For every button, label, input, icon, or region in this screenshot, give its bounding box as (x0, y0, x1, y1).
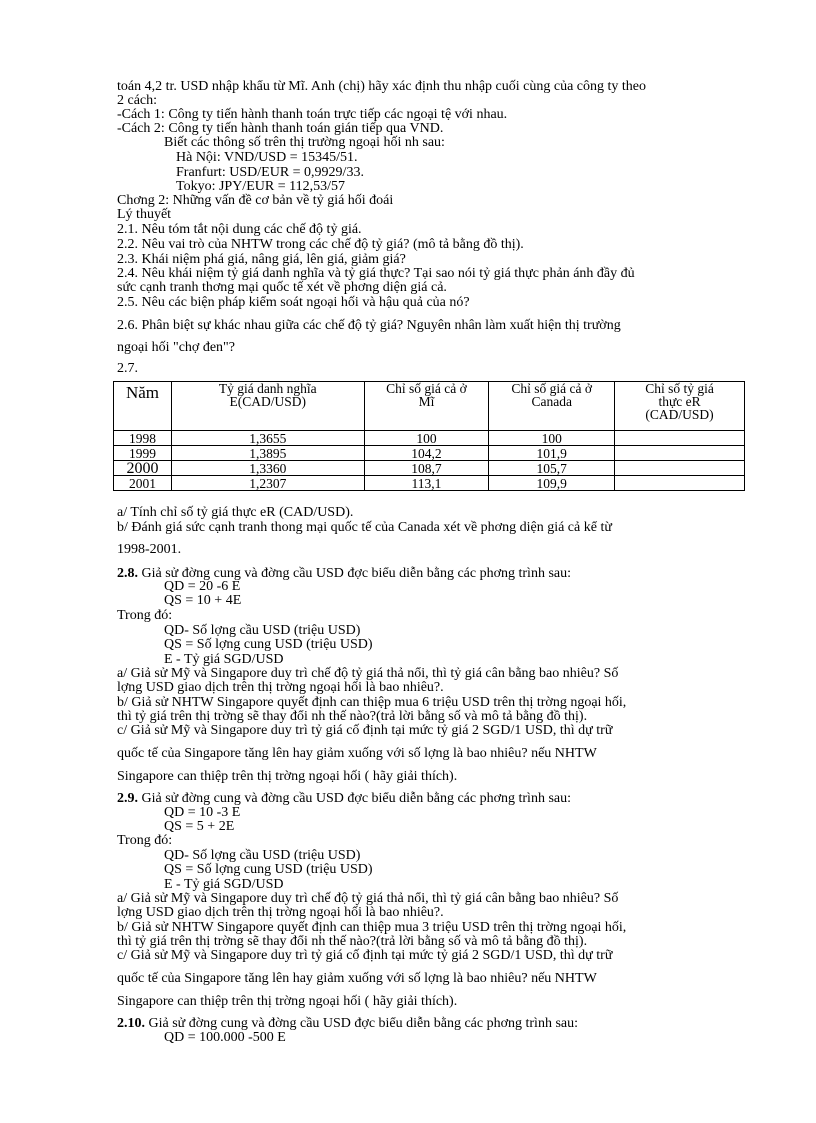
q29-lead (117, 791, 571, 806)
q29-where: Trong đó: (117, 833, 173, 848)
theory-item-2-6-cont: ngoại hối "chợ đen"? (117, 340, 235, 355)
rate-hanoi: Hà Nội: VND/USD = 15345/51. (176, 150, 358, 165)
q29-b-line1: b/ Giả sử NHTW Singapore quyết định can thiệp mua 3 triệu USD trên thị trờng ngoại hối, (117, 920, 627, 935)
q210-number: 2.10. (117, 1016, 145, 1031)
q29-supply-eq: QS = 5 + 2E (164, 819, 235, 834)
q29-lead-text: Giả sử đờng cung và đờng cầu USD đợc biểu diễn bằng các phơng trình sau: (138, 791, 571, 806)
theory-heading: Lý thuyết (117, 207, 172, 222)
q29-b-line2: thì tỷ giá trên thị trờng sẽ thay đổi nh thế nào?(trả lời bằng số và mô tả bằng đồ thị). (117, 934, 588, 949)
table-row (114, 476, 745, 491)
q29-def-qs: QS = Số lợng cung USD (triệu USD) (164, 862, 373, 877)
q29-def-qd: QD- Số lợng cầu USD (triệu USD) (164, 848, 361, 863)
cell-year: 1999 (114, 446, 172, 461)
cell-nominal: 1,2307 (171, 476, 364, 491)
cell-nominal: 1,3360 (171, 461, 364, 476)
cell-ca-index: 109,9 (489, 476, 615, 491)
exchange-rate-table (113, 381, 745, 491)
cell-nominal: 1,3895 (171, 446, 364, 461)
q28-demand-eq: QD = 20 -6 E (164, 579, 241, 594)
q28-c-line3: Singapore can thiệp trên thị trờng ngoại hối ( hãy giải thích). (117, 769, 458, 784)
q29-c-line2: quốc tế của Singapore tăng lên hay giảm xuống với số lợng là bao nhiêu? nếu NHTW (117, 971, 597, 986)
header-nominal-rate: Tỷ giá danh nghĩa E(CAD/USD) (171, 382, 364, 431)
theory-item-2-4-cont: sức cạnh tranh thơng mại quốc tế xét về phơng diện giá cả. (117, 280, 447, 295)
header-real-rate: Chỉ số tỷ giá thực eR (CAD/USD) (615, 382, 745, 431)
cell-us-index: 113,1 (364, 476, 489, 491)
q210-lead-text: Giả sử đờng cung và đờng cầu USD đợc biểu diễn bằng các phơng trình sau: (145, 1016, 578, 1031)
q28-def-e: E - Tỷ giá SGD/USD (164, 652, 284, 667)
intro-line-1: toán 4,2 tr. USD nhập khẩu từ Mĩ. Anh (chị) hãy xác định thu nhập cuối cùng của công ty theo (117, 79, 646, 94)
q28-b-line1: b/ Giả sử NHTW Singapore quyết định can thiệp mua 6 triệu USD trên thị trờng ngoại hối, (117, 695, 627, 710)
cell-real (615, 476, 745, 491)
q27-b: b/ Đánh giá sức cạnh tranh thong mại quốc tế của Canada xét về phơng diện giá cả kể từ (117, 520, 612, 535)
theory-item-2-2: 2.2. Nêu vai trò của NHTW trong các chế độ tỷ giá? (mô tả bằng đồ thị). (117, 237, 524, 252)
table-header-row (114, 382, 745, 431)
theory-item-2-7: 2.7. (117, 361, 138, 376)
cell-nominal: 1,3655 (171, 431, 364, 446)
intro-method-2: -Cách 2: Công ty tiến hành thanh toán gián tiếp qua VND. (117, 121, 444, 136)
cell-us-index: 108,7 (364, 461, 489, 476)
cell-us-index: 100 (364, 431, 489, 446)
table-row (114, 446, 745, 461)
theory-item-2-1: 2.1. Nêu tóm tắt nội dung các chế độ tỷ giá. (117, 222, 362, 237)
q27-a: a/ Tính chỉ số tỷ giá thực eR (CAD/USD). (117, 505, 354, 520)
table-row (114, 431, 745, 446)
q28-number: 2.8. (117, 566, 138, 581)
cell-ca-index: 105,7 (489, 461, 615, 476)
q29-def-e: E - Tỷ giá SGD/USD (164, 877, 284, 892)
intro-market-note: Biết các thông số trên thị trường ngoại hối nh sau: (164, 135, 445, 150)
header-year: Năm (114, 382, 172, 431)
q29-demand-eq: QD = 10 -3 E (164, 805, 241, 820)
cell-us-index: 104,2 (364, 446, 489, 461)
intro-line-2: 2 cách: (117, 93, 158, 108)
q210-demand-eq: QD = 100.000 -500 E (164, 1030, 286, 1045)
q29-number: 2.9. (117, 791, 138, 806)
cell-real (615, 431, 745, 446)
q28-lead-text: Giả sử đờng cung và đờng cầu USD đợc biểu diễn bằng các phơng trình sau: (138, 566, 571, 581)
q28-def-qs: QS = Số lợng cung USD (triệu USD) (164, 637, 373, 652)
q28-b-line2: thì tỷ giá trên thị trờng sẽ thay đổi nh thế nào?(trả lời bằng số và mô tả bằng đồ thị). (117, 709, 588, 724)
q28-where: Trong đó: (117, 608, 173, 623)
cell-ca-index: 101,9 (489, 446, 615, 461)
rate-frankfurt: Franfurt: USD/EUR = 0,9929/33. (176, 165, 364, 180)
cell-real (615, 461, 745, 476)
q28-def-qd: QD- Số lợng cầu USD (triệu USD) (164, 623, 361, 638)
q28-c-line1: c/ Giả sử Mỹ và Singapore duy trì tỷ giá cố định tại mức tỷ giá 2 SGD/1 USD, thì dự trữ (117, 723, 613, 738)
chapter-title: Chơng 2: Những vấn đề cơ bản về tỷ giá hối đoái (117, 193, 394, 208)
q210-lead (117, 1016, 578, 1031)
intro-method-1: -Cách 1: Công ty tiến hành thanh toán trực tiếp các ngoại tệ với nhau. (117, 107, 508, 122)
q29-a-line1: a/ Giả sử Mỹ và Singapore duy trì chế độ tỷ giá thả nổi, thì tỷ giá cân bằng bao nhiêu? Số (117, 891, 619, 906)
header-us-price-index: Chỉ số giá cả ở Mĩ (364, 382, 489, 431)
q27-b-cont: 1998-2001. (117, 542, 182, 557)
cell-year: 2000 (114, 461, 172, 476)
q28-a-line1: a/ Giả sử Mỹ và Singapore duy trì chế độ tỷ giá thả nổi, thì tỷ giá cân bằng bao nhiêu? Số (117, 666, 619, 681)
q28-supply-eq: QS = 10 + 4E (164, 593, 242, 608)
q29-c-line1: c/ Giả sử Mỹ và Singapore duy trì tỷ giá cố định tại mức tỷ giá 2 SGD/1 USD, thì dự trữ (117, 948, 613, 963)
theory-item-2-6: 2.6. Phân biệt sự khác nhau giữa các chế độ tỷ giá? Nguyên nhân làm xuất hiện thị trường (117, 318, 621, 333)
table-row (114, 461, 745, 476)
theory-item-2-3: 2.3. Khái niệm phá giá, nâng giá, lên giá, giảm giá? (117, 252, 406, 267)
q29-c-line3: Singapore can thiệp trên thị trờng ngoại hối ( hãy giải thích). (117, 994, 458, 1009)
rate-tokyo: Tokyo: JPY/EUR = 112,53/57 (176, 179, 345, 194)
theory-item-2-5: 2.5. Nêu các biện pháp kiểm soát ngoại hối và hậu quả của nó? (117, 295, 470, 310)
q29-a-line2: lợng USD giao dịch trên thị trờng ngoại hối là bao nhiêu?. (117, 905, 444, 920)
q28-c-line2: quốc tế của Singapore tăng lên hay giảm xuống với số lợng là bao nhiêu? nếu NHTW (117, 746, 597, 761)
header-canada-price-index: Chỉ số giá cả ở Canada (489, 382, 615, 431)
cell-year: 2001 (114, 476, 172, 491)
cell-ca-index: 100 (489, 431, 615, 446)
theory-item-2-4: 2.4. Nêu khái niệm tỷ giá danh nghĩa và tỷ giá thực? Tại sao nói tỷ giá thực phản ánh đầy đủ (117, 266, 635, 281)
cell-real (615, 446, 745, 461)
q28-a-line2: lợng USD giao dịch trên thị trờng ngoại hối là bao nhiêu?. (117, 680, 444, 695)
cell-year: 1998 (114, 431, 172, 446)
